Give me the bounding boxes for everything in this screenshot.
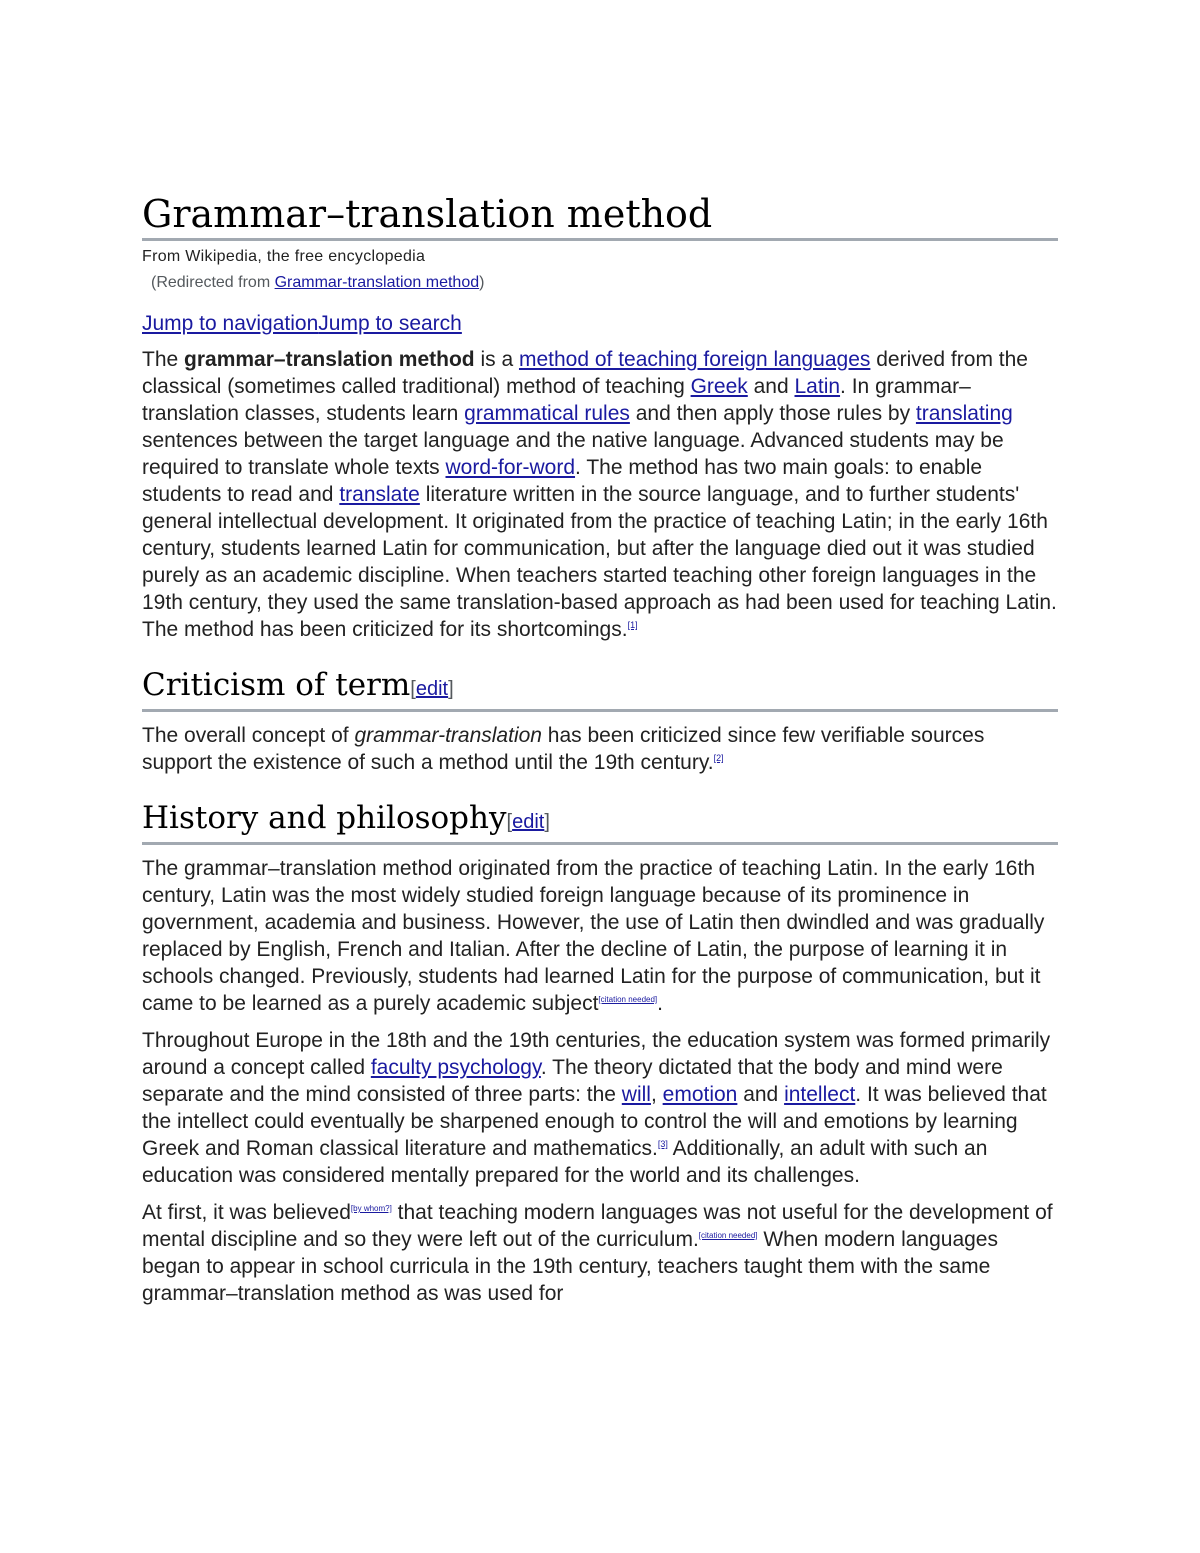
link-grammatical-rules[interactable]: grammatical rules: [464, 402, 630, 425]
edit-bracket: ]: [544, 811, 550, 833]
section-heading-history: [142, 798, 1058, 845]
redirect-prefix: (Redirected from: [151, 274, 275, 291]
link-emotion[interactable]: emotion: [662, 1083, 738, 1106]
history-text: The grammar–translation method originated from the practice of teaching Latin. In the early 16th century, Latin was the most widely studied foreign language because of its prominence in government, academia and business. However, the use of Latin then dwindled and was gradually replaced by English, French and Italian. After the decline of Latin, the purpose of learning it in schools changed. Previously, students had learned Latin for the purpose of communication, but it came to be learned as a purely academic subject: [142, 857, 1045, 1015]
edit-bracket: [: [410, 678, 416, 700]
edit-link[interactable]: edit: [512, 811, 545, 833]
link-latin[interactable]: Latin: [794, 375, 841, 398]
history-text: At first, it was believed: [142, 1201, 351, 1224]
redirect-suffix: ): [479, 274, 485, 291]
criticism-text: The overall concept of: [142, 724, 355, 747]
history-text: Additionally, an adult with such an education was considered mentally prepared for the world and its challenges.: [142, 1137, 988, 1187]
citation-needed-marker: [699, 1231, 758, 1240]
link-method-of-teaching-foreign-languages[interactable]: method of teaching foreign languages: [518, 348, 871, 371]
criticism-paragraph: [142, 722, 1058, 776]
history-text: that teaching modern languages was not useful for the development of mental discipline and so they were left out of the curriculum.: [142, 1201, 1053, 1251]
redirect-notice: [142, 274, 1058, 292]
history-paragraph-2: [142, 1027, 1058, 1189]
link-translating[interactable]: translating: [915, 402, 1013, 425]
history-text: .: [657, 992, 663, 1015]
history-paragraph-1: [142, 855, 1058, 1017]
edit-section: [507, 811, 550, 833]
intro-text: literature written in the source language, and to further students' general intellectual development. It originated from the practice of teaching Latin; in the early 16th century, students learned Latin for communication, but after the language died out it was studied purely as an academic discipline. When teachers started teaching other foreign languages in the 19th century, they used the same translation-based approach as had been used for teaching Latin. The method has been criticized for its shortcomings.: [142, 483, 1057, 641]
intro-text: sentences between the target language and the native language. Advanced students may be required to translate whole texts: [142, 429, 1004, 479]
intro-text: and then apply those rules by: [629, 402, 916, 425]
link-faculty-psychology[interactable]: faculty psychology: [370, 1056, 541, 1079]
link-will[interactable]: will: [621, 1083, 651, 1106]
by-whom-link[interactable]: [by whom?]: [350, 1204, 392, 1213]
history-text: . The theory dictated that the body and mind were separate and the mind consisted of three parts: the: [142, 1056, 1003, 1106]
reference-marker: [714, 753, 724, 763]
intro-paragraph: [142, 346, 1058, 643]
history-text: When modern languages began to appear in school curricula in the 19th century, teachers taught them with the same grammar–translation method as was used for: [142, 1228, 998, 1305]
reference-link-2[interactable]: [2]: [713, 753, 724, 763]
section-heading-criticism: [142, 665, 1058, 712]
intro-text: The: [142, 348, 185, 371]
edit-bracket: ]: [448, 678, 454, 700]
section-heading-text: History and philosophy: [142, 800, 507, 836]
intro-text: derived from the classical (sometimes called traditional) method of teaching: [142, 348, 1028, 398]
edit-link[interactable]: edit: [415, 678, 449, 700]
link-intellect[interactable]: intellect: [784, 1083, 856, 1106]
history-text: Throughout Europe in the 18th and the 19th centuries, the education system was formed primarily around a concept called: [142, 1029, 1051, 1079]
article: [142, 190, 1058, 1307]
jump-to-search-link[interactable]: Jump to search: [318, 312, 462, 335]
reference-marker: [628, 620, 638, 630]
citation-needed-link[interactable]: [citation needed]: [598, 995, 658, 1004]
intro-bold-term: grammar–translation method: [184, 348, 475, 371]
intro-text: . In grammar–translation classes, students learn: [142, 375, 971, 425]
intro-text: is a: [474, 348, 519, 371]
citation-needed-link[interactable]: [citation needed]: [698, 1231, 758, 1240]
edit-bracket: [: [506, 811, 513, 833]
criticism-text: has been criticized since few verifiable sources support the existence of such a method until the 19th century.: [142, 724, 985, 774]
by-whom-marker: [351, 1204, 392, 1213]
reference-marker: [658, 1139, 668, 1149]
link-greek[interactable]: Greek: [690, 375, 748, 398]
intro-text: and: [747, 375, 795, 398]
intro-text: . The method has two main goals: to enable students to read and: [142, 456, 983, 506]
reference-link-1[interactable]: [1]: [627, 620, 638, 630]
section-heading-text: Criticism of term: [142, 667, 411, 703]
criticism-italic-term: grammar-translation: [354, 724, 542, 747]
redirect-link[interactable]: Grammar-translation method: [274, 274, 480, 291]
history-text: ,: [650, 1083, 663, 1106]
reference-link-3[interactable]: [3]: [657, 1139, 668, 1149]
jump-links: [142, 312, 1058, 336]
link-word-for-word[interactable]: word-for-word: [445, 456, 576, 479]
site-tagline: From Wikipedia, the free encyclopedia: [142, 248, 426, 265]
history-text: . It was believed that the intellect could eventually be sharpened enough to control the will and emotions by learning Greek and Roman classical literature and mathematics.: [142, 1083, 1047, 1160]
jump-to-navigation-link[interactable]: Jump to navigation: [142, 312, 319, 335]
edit-section: [410, 678, 453, 700]
link-translate[interactable]: translate: [339, 483, 420, 506]
page-title: Grammar–translation method: [142, 190, 1058, 241]
history-paragraph-3: [142, 1199, 1058, 1307]
history-text: and: [737, 1083, 785, 1106]
citation-needed-marker: [598, 995, 657, 1004]
